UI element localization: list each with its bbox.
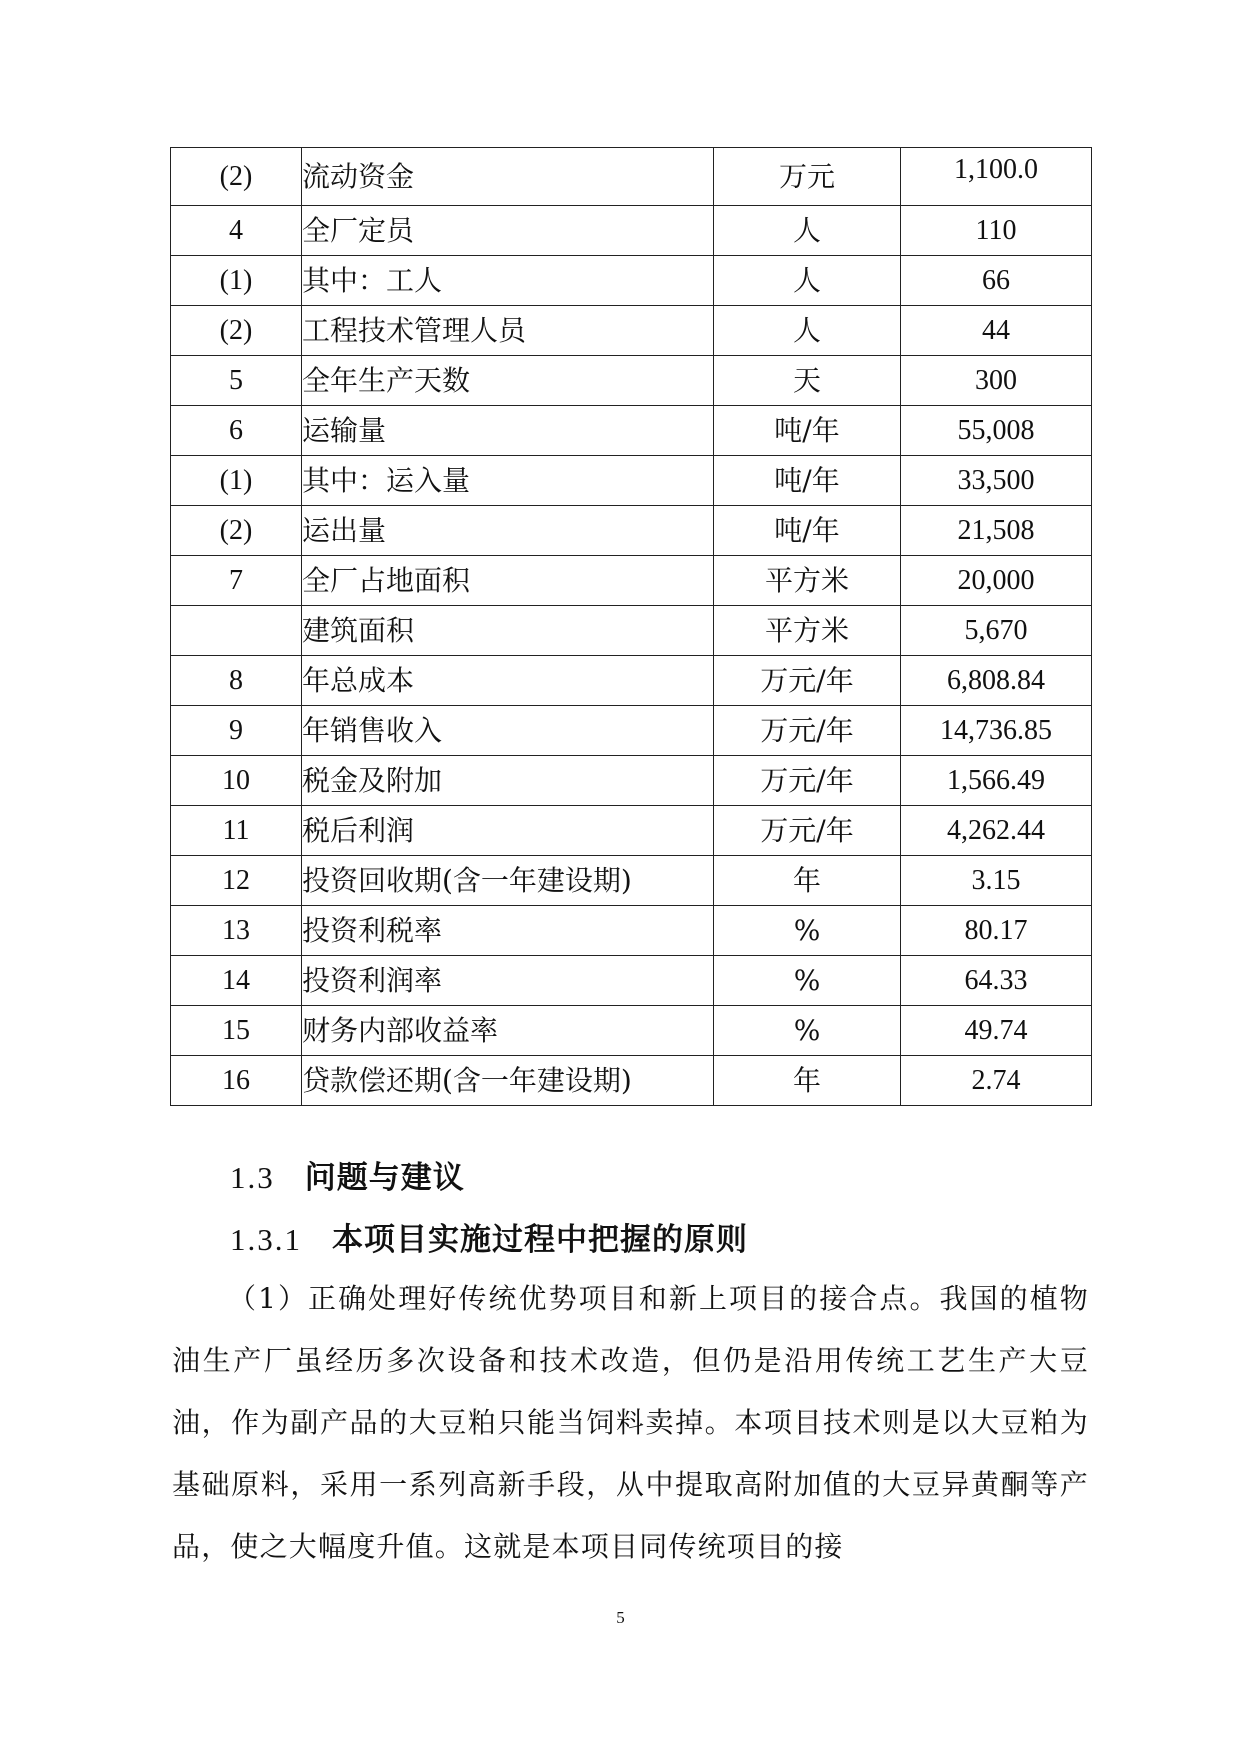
- table-row: [171, 506, 1092, 556]
- row-item: 全厂定员: [302, 206, 714, 256]
- table-row: [171, 1056, 1092, 1106]
- section-number: 1.3: [230, 1160, 275, 1195]
- row-value: 1,566.49: [901, 756, 1092, 806]
- row-number: 7: [171, 556, 302, 606]
- row-unit: 人: [714, 206, 901, 256]
- subsection-heading: [230, 1214, 748, 1259]
- row-number: (2): [171, 506, 302, 556]
- row-value: 5,670: [901, 606, 1092, 656]
- row-value: 1,100.0: [901, 148, 1092, 206]
- row-number: 6: [171, 406, 302, 456]
- statistics-table: [170, 147, 1092, 1106]
- row-unit: 吨/年: [714, 456, 901, 506]
- row-unit: 万元/年: [714, 756, 901, 806]
- row-unit: 吨/年: [714, 506, 901, 556]
- row-number: 8: [171, 656, 302, 706]
- row-unit: 平方米: [714, 556, 901, 606]
- row-unit: 万元/年: [714, 656, 901, 706]
- row-unit: 万元/年: [714, 806, 901, 856]
- row-number: 4: [171, 206, 302, 256]
- row-value: 66: [901, 256, 1092, 306]
- row-unit: %: [714, 1006, 901, 1056]
- table-row: [171, 756, 1092, 806]
- body-paragraph: （1）正确处理好传统优势项目和新上项目的接合点。我国的植物油生产厂虽经历多次设备和技术改造，但仍是沿用传统工艺生产大豆油，作为副产品的大豆粕只能当饲料卖掉。本项目技术则是以大豆粕为基础原料，采用一系列高新手段，从中提取高附加值的大豆异黄酮等产品，使之大幅度升值。这就是本项目同传统项目的接: [172, 1282, 1089, 1563]
- table-row: [171, 1006, 1092, 1056]
- section-heading: [230, 1152, 465, 1197]
- row-item: 投资回收期(含一年建设期): [302, 856, 714, 906]
- row-number: (2): [171, 306, 302, 356]
- table-row: [171, 606, 1092, 656]
- table-row: [171, 556, 1092, 606]
- row-item: 贷款偿还期(含一年建设期): [302, 1056, 714, 1106]
- table-row: [171, 406, 1092, 456]
- row-item: 运输量: [302, 406, 714, 456]
- subsection-title: 本项目实施过程中把握的原则: [332, 1222, 748, 1258]
- table-row: [171, 856, 1092, 906]
- table-row: [171, 206, 1092, 256]
- row-value: 64.33: [901, 956, 1092, 1006]
- table-row: [171, 306, 1092, 356]
- row-value: 2.74: [901, 1056, 1092, 1106]
- row-number: 13: [171, 906, 302, 956]
- row-unit: 年: [714, 1056, 901, 1106]
- table-row: [171, 656, 1092, 706]
- row-unit: 平方米: [714, 606, 901, 656]
- row-item: 税金及附加: [302, 756, 714, 806]
- row-number: 11: [171, 806, 302, 856]
- row-number: [171, 606, 302, 656]
- row-number: 12: [171, 856, 302, 906]
- row-item: 其中：运入量: [302, 456, 714, 506]
- row-number: 16: [171, 1056, 302, 1106]
- row-value: 6,808.84: [901, 656, 1092, 706]
- row-item: 全厂占地面积: [302, 556, 714, 606]
- row-unit: 人: [714, 306, 901, 356]
- table-row: [171, 956, 1092, 1006]
- row-item: 年销售收入: [302, 706, 714, 756]
- table-row: [171, 148, 1092, 206]
- row-value: 49.74: [901, 1006, 1092, 1056]
- table-row: [171, 906, 1092, 956]
- row-item: 其中：工人: [302, 256, 714, 306]
- table-row: [171, 806, 1092, 856]
- row-value: 44: [901, 306, 1092, 356]
- row-number: 9: [171, 706, 302, 756]
- table-row: [171, 706, 1092, 756]
- row-value: 14,736.85: [901, 706, 1092, 756]
- row-number: (1): [171, 456, 302, 506]
- row-item: 年总成本: [302, 656, 714, 706]
- table-row: [171, 356, 1092, 406]
- row-number: 14: [171, 956, 302, 1006]
- row-value: 4,262.44: [901, 806, 1092, 856]
- row-value: 33,500: [901, 456, 1092, 506]
- row-value: 110: [901, 206, 1092, 256]
- row-item: 投资利税率: [302, 906, 714, 956]
- row-value: 55,008: [901, 406, 1092, 456]
- row-number: 10: [171, 756, 302, 806]
- table-row: [171, 256, 1092, 306]
- row-item: 工程技术管理人员: [302, 306, 714, 356]
- row-value: 3.15: [901, 856, 1092, 906]
- row-number: 15: [171, 1006, 302, 1056]
- section-title: 问题与建议: [304, 1160, 465, 1196]
- row-item: 运出量: [302, 506, 714, 556]
- row-item: 税后利润: [302, 806, 714, 856]
- row-item: 投资利润率: [302, 956, 714, 1006]
- subsection-number: 1.3.1: [230, 1222, 302, 1257]
- row-item: 流动资金: [302, 148, 714, 206]
- row-item: 财务内部收益率: [302, 1006, 714, 1056]
- row-unit: 万元/年: [714, 706, 901, 756]
- row-unit: 吨/年: [714, 406, 901, 456]
- row-item: 建筑面积: [302, 606, 714, 656]
- row-number: 5: [171, 356, 302, 406]
- row-value: 80.17: [901, 906, 1092, 956]
- row-value: 21,508: [901, 506, 1092, 556]
- row-item: 全年生产天数: [302, 356, 714, 406]
- table-row: [171, 456, 1092, 506]
- row-unit: %: [714, 956, 901, 1006]
- row-number: (2): [171, 148, 302, 206]
- row-value: 300: [901, 356, 1092, 406]
- row-unit: 年: [714, 856, 901, 906]
- row-unit: %: [714, 906, 901, 956]
- row-value: 20,000: [901, 556, 1092, 606]
- page-number: 5: [616, 1608, 625, 1627]
- row-unit: 万元: [714, 148, 901, 206]
- row-number: (1): [171, 256, 302, 306]
- row-unit: 人: [714, 256, 901, 306]
- row-unit: 天: [714, 356, 901, 406]
